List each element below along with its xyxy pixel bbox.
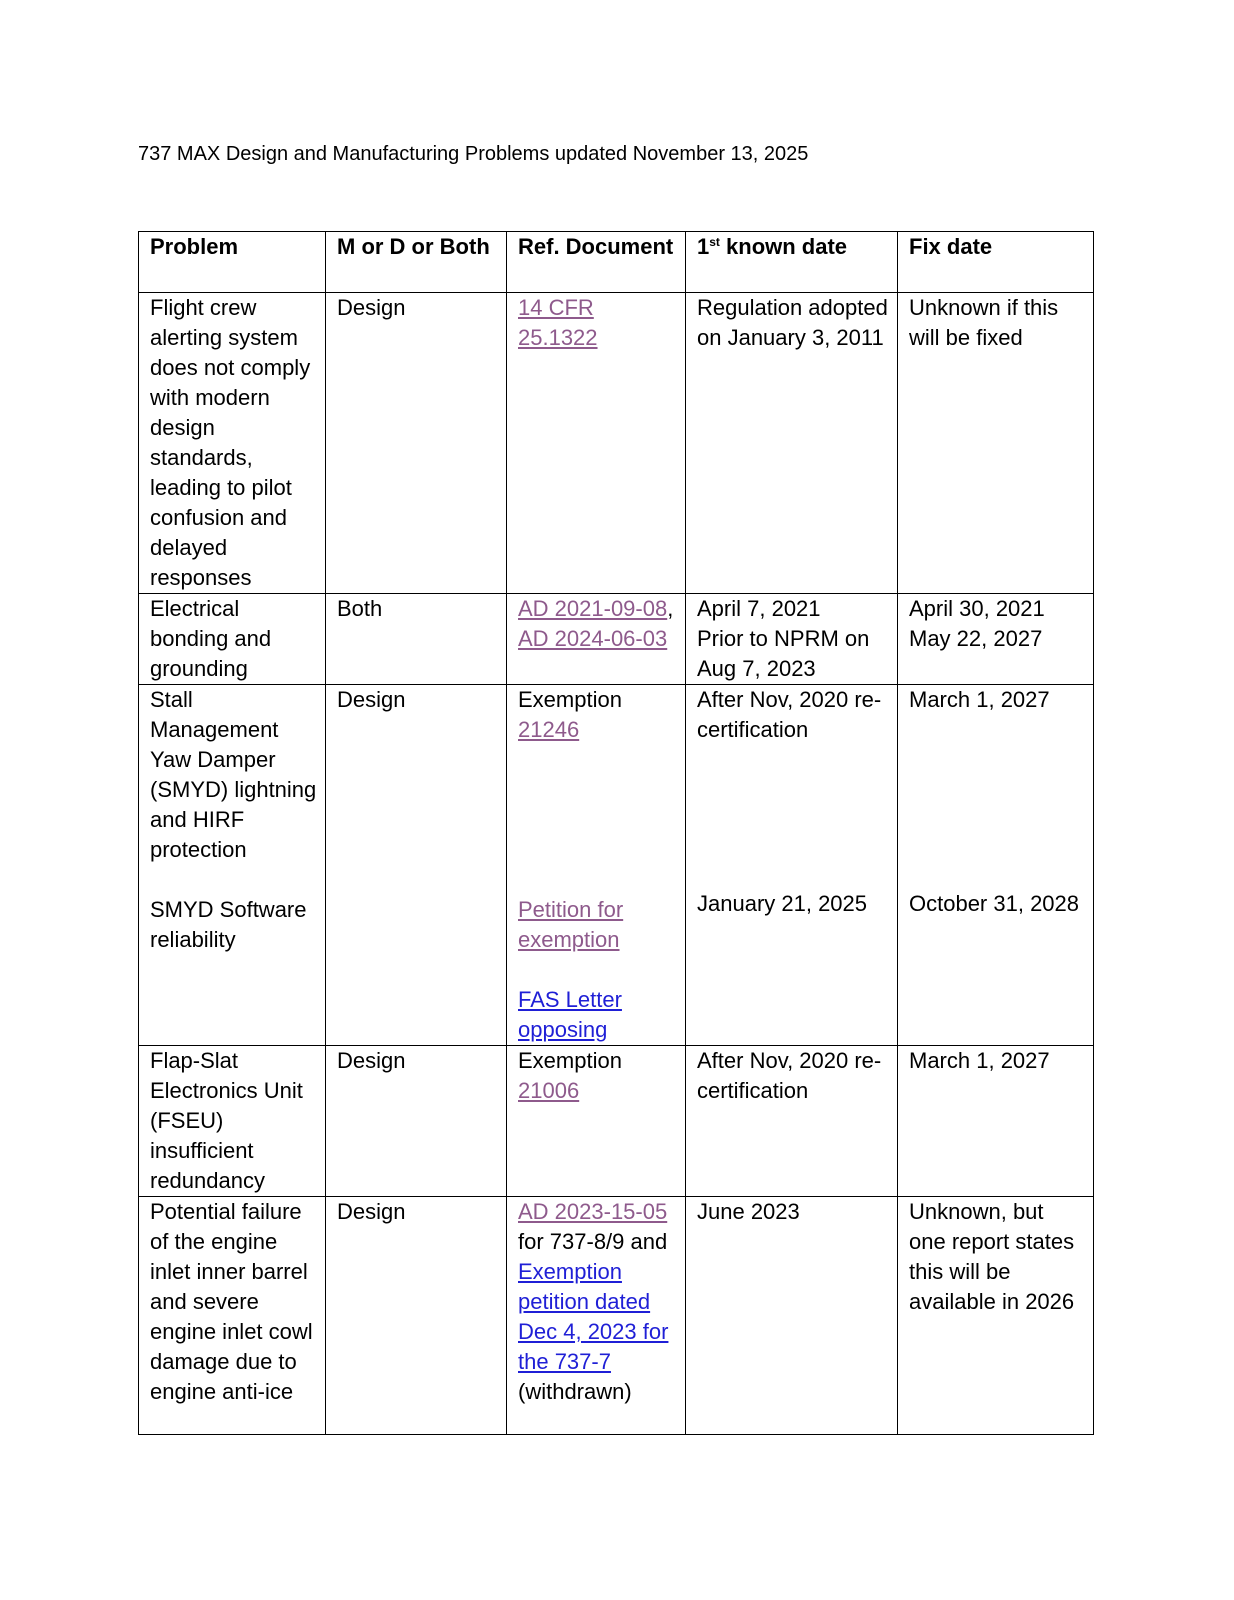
cell-fix-date: Unknown, but one report states this will be available in 2026 xyxy=(898,1197,1094,1435)
cell-fix-date: Unknown if this will be fixed xyxy=(898,293,1094,594)
cell-m-or-d: Design xyxy=(326,1046,507,1197)
cell-m-or-d: Both xyxy=(326,594,507,685)
header-fix-date: Fix date xyxy=(898,232,1094,293)
table-row xyxy=(139,1046,1094,1197)
ref-link-14-cfr[interactable]: 14 CFR 25.1322 xyxy=(518,295,598,350)
header-problem: Problem xyxy=(139,232,326,293)
cell-fix-date: March 1, 2027 xyxy=(898,1046,1094,1197)
table-row xyxy=(139,1197,1094,1435)
header-ref-document: Ref. Document xyxy=(507,232,686,293)
cell-ref-document: AD 2021-09-08, AD 2024-06-03 xyxy=(507,594,686,685)
cell-fix-date: March 1, 2027 October 31, 2028 xyxy=(898,685,1094,1046)
cell-known-date: After Nov, 2020 re-certification January 21, 2025 xyxy=(686,685,898,1046)
problems-table xyxy=(138,231,1094,1435)
cell-problem: Flap-Slat Electronics Unit (FSEU) insufficient redundancy xyxy=(139,1046,326,1197)
cell-known-date: After Nov, 2020 re-certification xyxy=(686,1046,898,1197)
ref-link-fas-letter[interactable]: FAS Letter opposing xyxy=(518,987,622,1042)
table-row xyxy=(139,685,1094,1046)
cell-known-date: Regulation adopted on January 3, 2011 xyxy=(686,293,898,594)
ref-link-exemption-21246[interactable]: 21246 xyxy=(518,717,580,742)
cell-m-or-d: Design xyxy=(326,1197,507,1435)
cell-m-or-d: Design xyxy=(326,685,507,1046)
cell-problem: Flight crew alerting system does not comply with modern design standards, leading to pilot confusion and delayed responses xyxy=(139,293,326,594)
cell-fix-date: April 30, 2021 May 22, 2027 xyxy=(898,594,1094,685)
document-title: 737 MAX Design and Manufacturing Problems updated November 13, 2025 xyxy=(138,143,809,165)
cell-known-date: June 2023 xyxy=(686,1197,898,1435)
cell-ref-document xyxy=(507,293,686,594)
table-row xyxy=(139,293,1094,594)
ref-link-ad-2023[interactable]: AD 2023-15-05 xyxy=(518,1199,668,1224)
ref-link-petition-for-exemption[interactable]: Petition for exemption xyxy=(518,897,624,952)
cell-problem: Potential failure of the engine inlet inner barrel and severe engine inlet cowl damage due to engine anti-ice xyxy=(139,1197,326,1435)
cell-known-date: April 7, 2021 Prior to NPRM on Aug 7, 2023 xyxy=(686,594,898,685)
header-first-known-date: 1st known date xyxy=(686,232,898,293)
cell-ref-document: AD 2023-15-05 for 737-8/9 and Exemption petition dated Dec 4, 2023 for the 737-7 (withdrawn) xyxy=(507,1197,686,1435)
ref-link-exemption-petition[interactable]: Exemption petition dated Dec 4, 2023 for the 737-7 xyxy=(518,1259,669,1374)
table-row xyxy=(139,594,1094,685)
table-header-row xyxy=(139,232,1094,293)
header-m-or-d: M or D or Both xyxy=(326,232,507,293)
cell-ref-document: Exemption 21246 Petition for exemption FAS Letter opposing xyxy=(507,685,686,1046)
ref-link-ad-2024[interactable]: AD 2024-06-03 xyxy=(518,626,668,651)
cell-ref-document: Exemption 21006 xyxy=(507,1046,686,1197)
cell-problem: Electrical bonding and grounding xyxy=(139,594,326,685)
ref-link-exemption-21006[interactable]: 21006 xyxy=(518,1078,580,1103)
cell-problem: Stall Management Yaw Damper (SMYD) lightning and HIRF protection SMYD Software reliability xyxy=(139,685,326,1046)
cell-m-or-d: Design xyxy=(326,293,507,594)
ref-link-ad-2021[interactable]: AD 2021-09-08 xyxy=(518,596,668,621)
